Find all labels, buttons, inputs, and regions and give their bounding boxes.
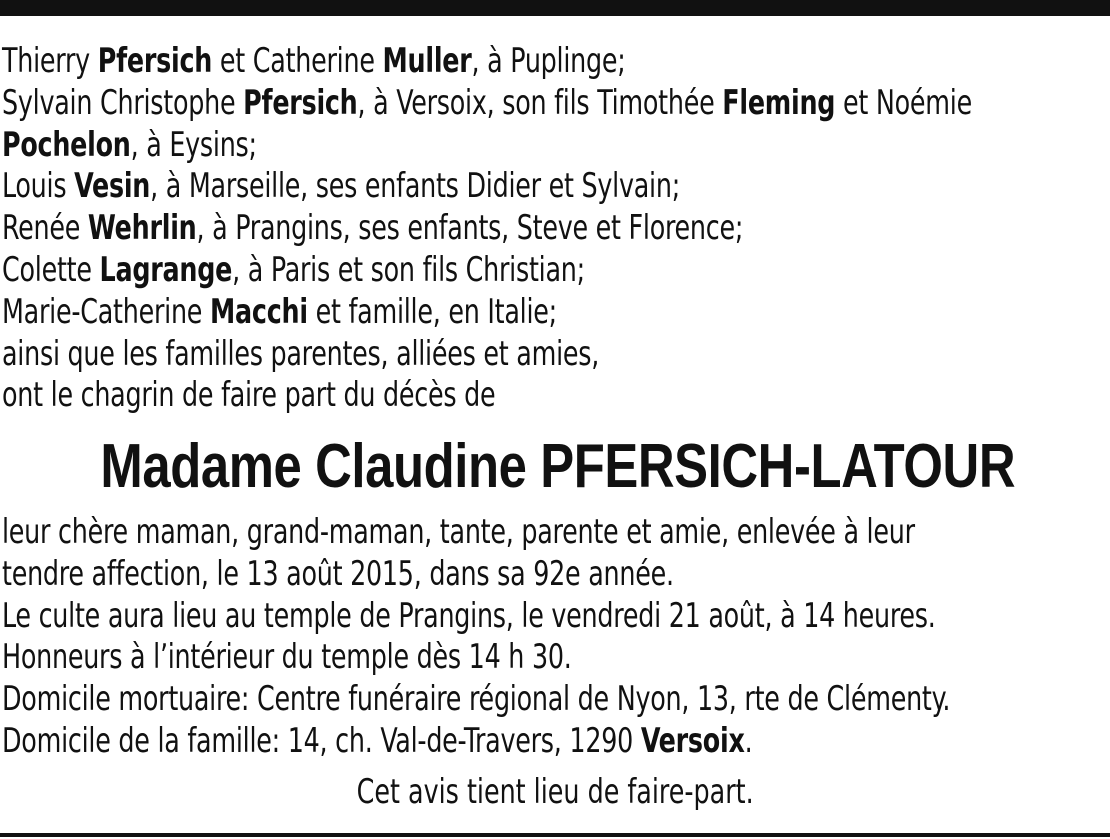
text-segment: Le culte aura lieu au temple de Prangins, le vendredi 21 août, à 14 heures. <box>2 595 936 636</box>
text-segment: , à Paris et son fils Christian; <box>232 249 585 290</box>
text-line <box>2 637 1108 679</box>
bold-surname: Fleming <box>722 82 836 123</box>
text-segment: Honneurs à l’intérieur du temple dès 14 h 30. <box>2 637 572 678</box>
top-border-rule <box>0 0 1110 16</box>
text-segment: , à Versoix, son fils Timothée <box>357 82 723 123</box>
text-segment: Marie-Catherine <box>2 291 210 332</box>
text-segment: ont le chagrin de faire part du décès de <box>2 375 496 416</box>
text-line <box>2 512 1108 554</box>
bottom-border-rule <box>0 833 1110 837</box>
text-segment: Domicile mortuaire: Centre funéraire régional de Nyon, 13, rte de Clémenty. <box>2 679 951 720</box>
closing-note-text: Cet avis tient lieu de faire-part. <box>356 772 754 812</box>
text-line <box>2 125 1108 167</box>
family-announcement-paragraph <box>2 41 1108 417</box>
deceased-name-text: Madame Claudine PFERSICH-LATOUR <box>100 432 1016 501</box>
text-segment: et famille, en Italie; <box>307 291 557 332</box>
text-segment: Sylvain Christophe <box>2 82 244 123</box>
text-segment: , à Marseille, ses enfants Didier et Sylvain; <box>150 166 681 207</box>
text-segment: Louis <box>2 166 75 207</box>
text-segment: , à Eysins; <box>130 124 257 165</box>
text-segment: Thierry <box>2 41 98 81</box>
bold-surname: Wehrlin <box>87 208 197 249</box>
text-segment: Domicile de la famille: 14, ch. Val-de-Travers, 1290 <box>2 720 641 761</box>
bold-surname: Versoix <box>640 720 745 761</box>
text-segment: et Noémie <box>835 82 972 123</box>
text-segment: et Catherine <box>212 41 383 81</box>
text-line <box>2 208 1108 250</box>
text-line <box>2 166 1108 208</box>
text-line <box>2 292 1108 334</box>
text-segment: . <box>744 720 753 761</box>
text-segment: Colette <box>2 249 100 290</box>
closing-note <box>0 771 1110 813</box>
text-line <box>2 375 1108 417</box>
bold-surname: Pfersich <box>97 41 213 81</box>
text-line <box>2 83 1108 125</box>
text-line <box>2 554 1108 596</box>
text-segment: ainsi que les familles parentes, alliées et amies, <box>2 333 600 374</box>
bold-surname: Vesin <box>74 166 151 207</box>
bold-surname: Pochelon <box>2 124 131 165</box>
text-line <box>2 41 1108 83</box>
text-segment: Renée <box>2 208 88 249</box>
bold-surname: Pfersich <box>243 82 358 123</box>
text-segment: , à Prangins, ses enfants, Steve et Florence; <box>196 208 744 249</box>
bold-surname: Lagrange <box>99 249 233 290</box>
text-segment: leur chère maman, grand-maman, tante, parente et amie, enlevée à leur <box>2 512 915 552</box>
text-segment: , à Puplinge; <box>471 41 626 81</box>
text-line <box>2 721 1108 763</box>
bold-surname: Muller <box>382 41 472 81</box>
deceased-name-heading <box>0 432 1110 502</box>
text-line <box>2 334 1108 376</box>
text-line <box>2 679 1108 721</box>
text-line <box>2 250 1108 292</box>
bold-surname: Macchi <box>209 291 308 332</box>
text-line <box>2 596 1108 638</box>
text-segment: tendre affection, le 13 août 2015, dans sa 92e année. <box>2 553 674 594</box>
funeral-details-paragraph <box>2 512 1108 763</box>
